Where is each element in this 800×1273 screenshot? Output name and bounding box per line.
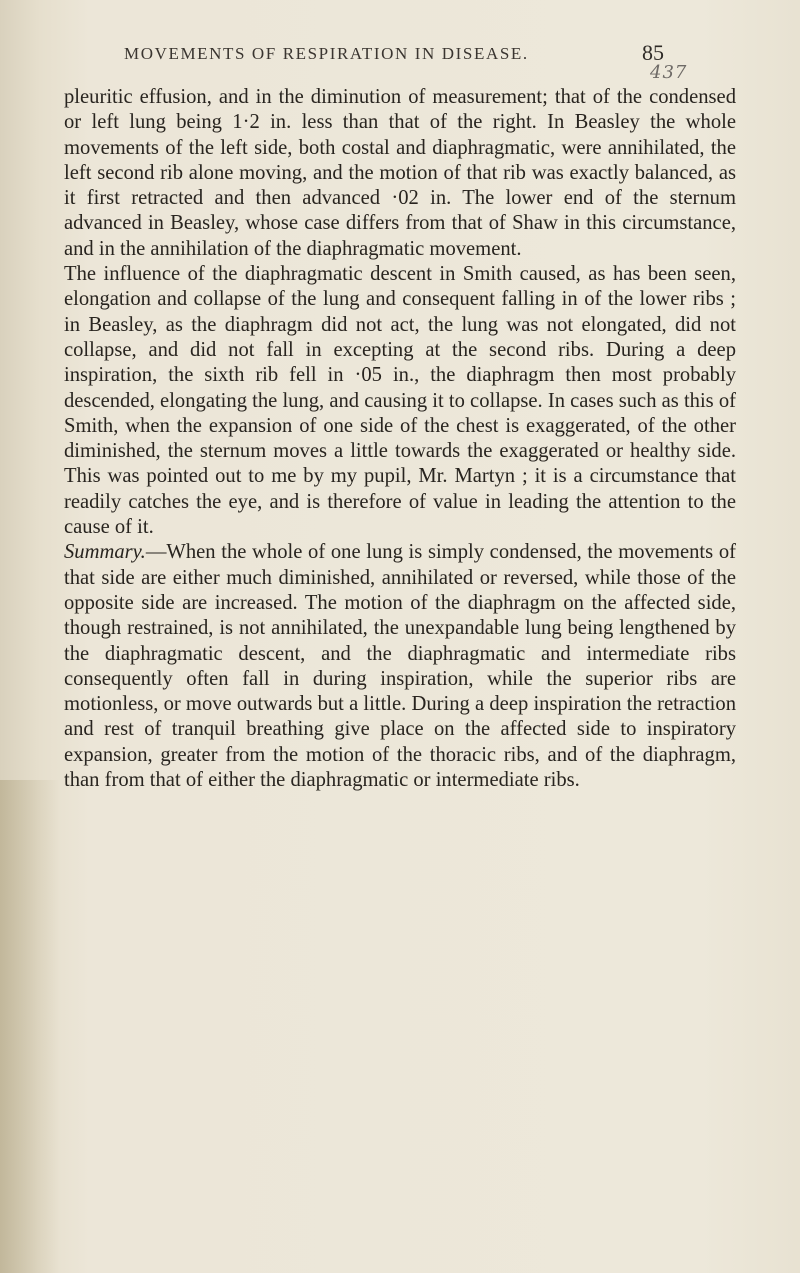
running-title: MOVEMENTS OF RESPIRATION IN DISEASE.: [124, 44, 529, 63]
body-text: [64, 85, 736, 793]
paragraph-2: The influence of the diaphragmatic descent in Smith caused, as has been seen, elongation and collapse of the lung and consequent falling in of the lower ribs ; in Beasley, as the diaphragm did not act, the lung was not elongated, did not collapse, and did not fall in excepting at the second ribs. During a deep inspiration, the sixth rib fell in ·05 in., the diaphragm then most probably descended, elongating the lung, and causing it to collapse. In cases such as this of Smith, when the expansion of one side of the chest is exaggerated, of the other diminished, the sternum moves a little towards the exaggerated or healthy side. This was pointed out to me by my pupil, Mr. Martyn ; it is a circumstance that readily catches the eye, and is therefore of value in leading the attention to the cause of it.: [64, 263, 736, 539]
paragraph-3: [64, 540, 736, 793]
summary-label: Summary.: [64, 541, 146, 564]
handwritten-page-note: 437: [650, 62, 688, 83]
page-number: 85: [642, 40, 664, 65]
summary-text: —When the whole of one lung is simply condensed, the movements of that side are either much diminished, annihilated or reversed, while those of the opposite side are increased. The motion of the diaphragm on the affected side, though restrained, is not annihilated, the unexpandable lung being lengthened by the diaphragmatic descent, and the diaphragmatic and intermediate ribs consequently often fall in during inspiration, while the superior ribs are motionless, or move outwards but a little. During a deep inspiration the retraction and rest of tranquil breathing give place on the affected side to inspiratory expansion, greater from the motion of the thoracic ribs, and of the diaphragm, than from that of either the diaphragmatic or intermediate ribs.: [64, 541, 736, 792]
paragraph-1: pleuritic effusion, and in the diminution of measurement; that of the condensed or left lung being 1·2 in. less than that of the right. In Beasley the whole movements of the left side, both costal and diaphragmatic, were annihilated, the left second rib alone moving, and the motion of that rib was exactly balanced, as it first retracted and then advanced ·02 in. The lower end of the sternum advanced in Beasley, whose case differs from that of Shaw in this circumstance, and in the annihilation of the diaphragmatic movement.: [64, 86, 736, 260]
page-edge-stain: [0, 780, 60, 1273]
